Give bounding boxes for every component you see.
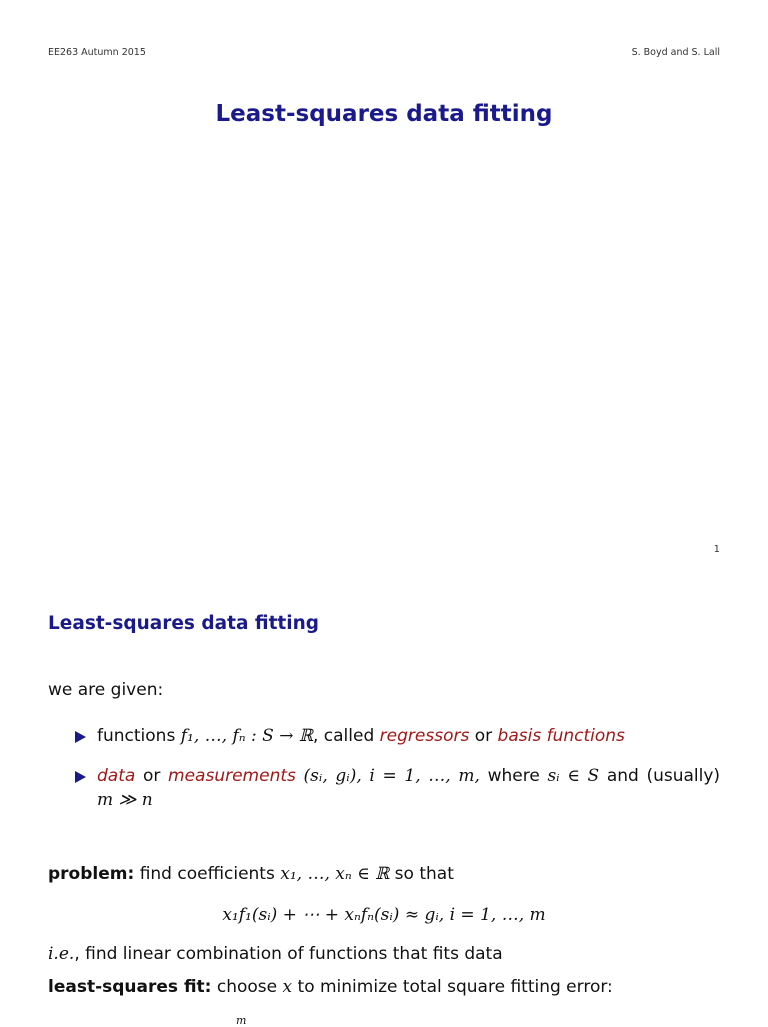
lsfit-statement <box>48 977 613 997</box>
header-course: EE263 Autumn 2015 <box>48 47 146 58</box>
bullet2-math2: i = 1, …, m, <box>369 766 480 786</box>
bullet-triangle-icon <box>75 731 86 743</box>
problem-label: problem: <box>48 864 135 884</box>
lsfit-text2: to minimize total square fitting error: <box>297 977 613 997</box>
term-regressors: regressors <box>379 726 470 746</box>
ie-statement <box>48 944 503 964</box>
bullet-triangle-icon <box>75 771 86 783</box>
bullet1-mid: , called <box>312 726 375 746</box>
bullet-regressors <box>75 724 720 748</box>
bullet2-or: or <box>142 766 161 786</box>
bullet1-math: f₁, …, fₙ : S → ℝ <box>180 726 313 746</box>
lsfit-label: least-squares fit: <box>48 977 212 997</box>
ie-label: i.e. <box>48 944 75 964</box>
lsfit-math: x <box>282 977 293 997</box>
term-basis-functions: basis functions <box>497 726 625 746</box>
header-authors: S. Boyd and S. Lall <box>631 47 720 58</box>
bullet2-math4: m ≫ n <box>97 790 153 810</box>
bullet2-math1: (sᵢ, gᵢ), <box>303 766 362 786</box>
ie-text: , find linear combination of functions that fits data <box>74 944 503 964</box>
given-text: we are given: <box>48 680 164 700</box>
bullet2-math3: sᵢ ∈ S <box>547 766 600 786</box>
section-title: Least-squares data fitting <box>48 613 320 634</box>
fitting-equation: x₁f₁(sᵢ) + ⋯ + xₙfₙ(sᵢ) ≈ gᵢ, i = 1, …, m <box>222 905 546 925</box>
bullet1-prefix: functions <box>97 726 176 746</box>
term-data: data <box>97 766 136 786</box>
problem-text2: so that <box>394 864 454 884</box>
problem-math: x₁, …, xₙ ∈ ℝ <box>280 864 390 884</box>
bullet1-or: or <box>474 726 493 746</box>
term-measurements: measurements <box>168 766 296 786</box>
problem-text1: find coefficients <box>139 864 275 884</box>
bullet2-and: and (usually) <box>606 766 721 786</box>
bullet2-where: where <box>487 766 540 786</box>
page-number: 1 <box>713 544 720 555</box>
problem-statement <box>48 864 454 884</box>
bullet-data <box>75 764 720 812</box>
slide-title: Least-squares data fitting <box>215 101 553 127</box>
summation-upper-limit: m <box>236 1014 247 1027</box>
lsfit-text1: choose <box>216 977 278 997</box>
